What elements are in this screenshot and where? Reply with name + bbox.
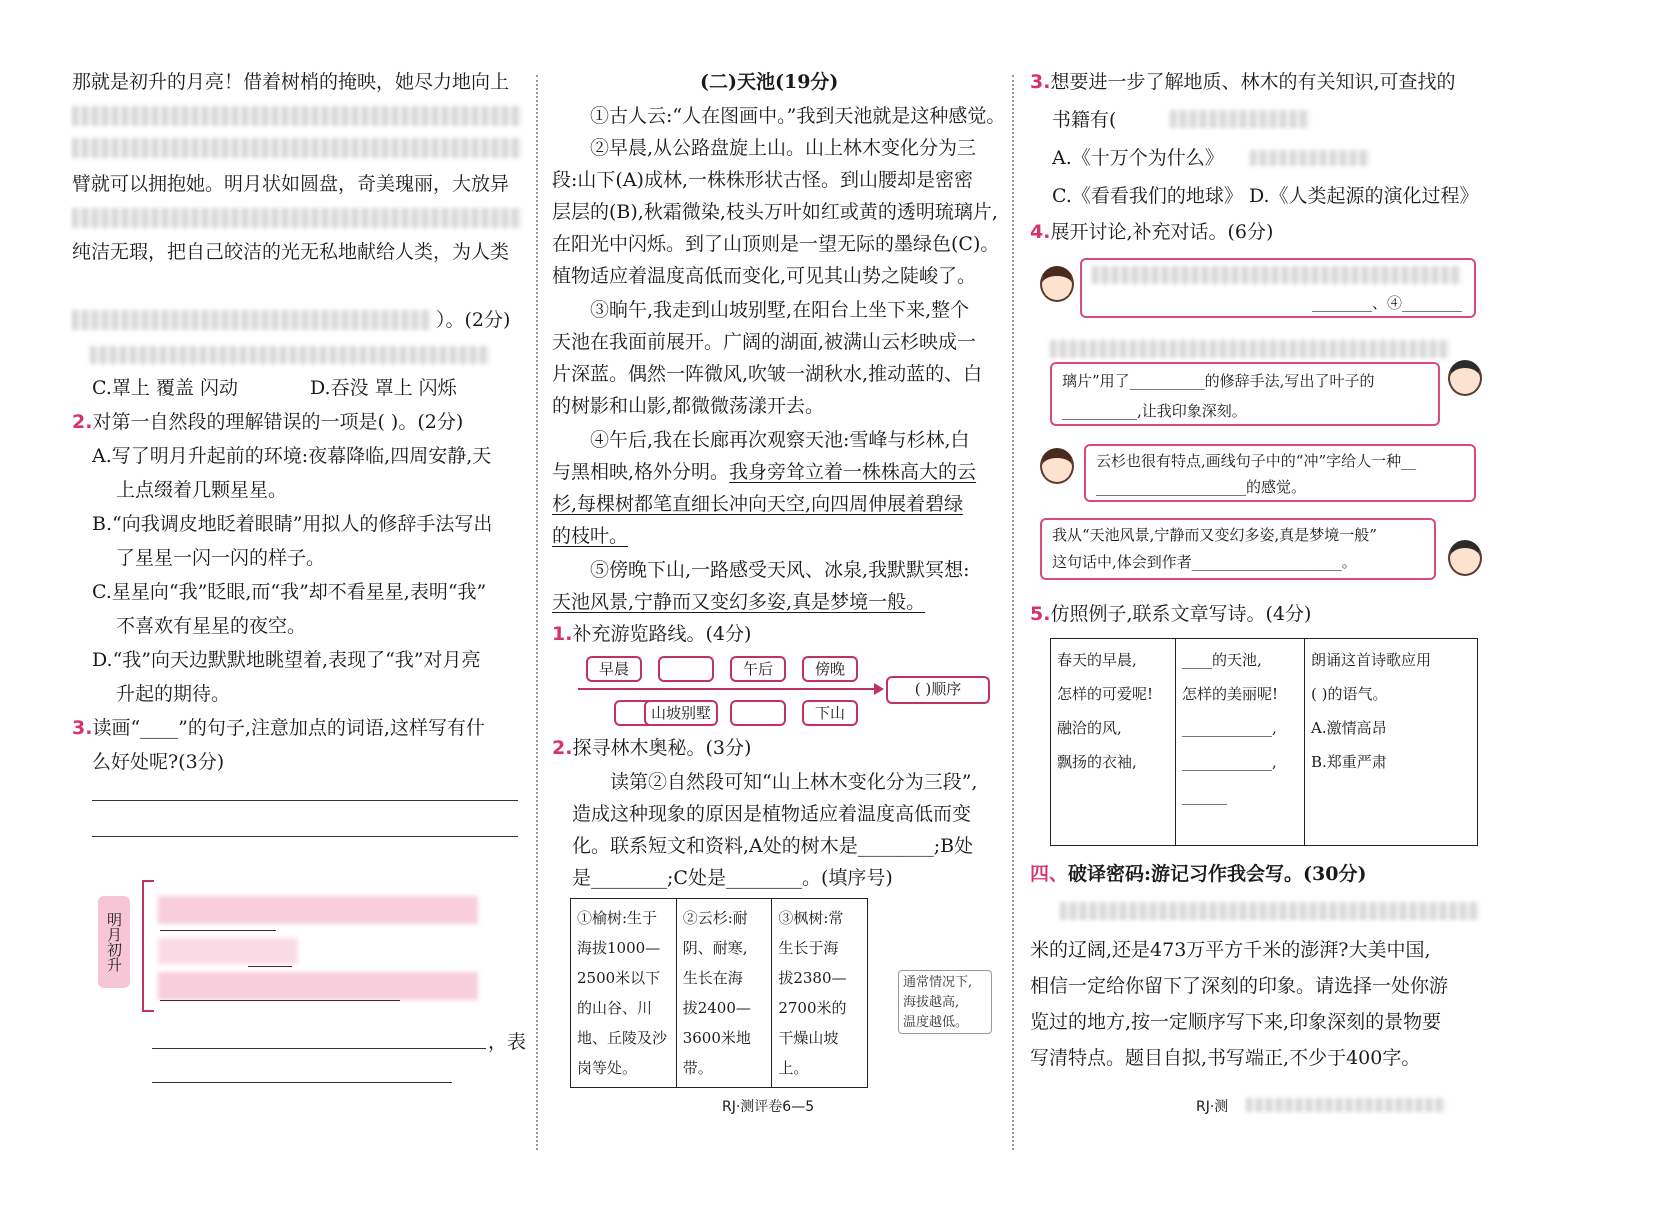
question-number: 4. — [1030, 221, 1051, 243]
blurred-text — [1060, 902, 1480, 920]
paragraph: ③晌午,我走到山坡别墅,在阳台上坐下来,整个 — [590, 299, 970, 321]
poem-example — [1051, 639, 1176, 846]
question-number: 3. — [1030, 71, 1051, 93]
answer-line[interactable] — [160, 930, 276, 931]
underlined-sentence: 我身旁耸立着一株株高大的云 — [729, 461, 977, 483]
chat-bubble-1 — [1080, 258, 1476, 318]
question-3 — [1030, 68, 1456, 96]
plain-text: 与黑相映,格外分明。 — [552, 461, 730, 483]
poem-line: 融洽的风, — [1057, 719, 1122, 737]
poem-blank[interactable] — [1176, 639, 1305, 846]
question-text: 展开讨论,补充对话。(6分) — [1050, 221, 1274, 243]
cell-line: 干燥山坡上。 — [778, 1029, 839, 1077]
route-box-down: 下山 — [802, 700, 858, 726]
cell-line: ②云杉:耐 — [682, 909, 748, 927]
prompt-text: 相信一定给你留下了深刻的印象。请选择一处你游 — [1030, 975, 1449, 997]
cell-line: 阴、耐寒, — [682, 939, 748, 957]
table-cell-elm — [571, 899, 677, 1088]
poem-line: ____________, — [1182, 719, 1277, 737]
route-arrowhead — [874, 683, 884, 695]
prompt-text: 览过的地方,按一定顺序写下来,印象深刻的景物要 — [1030, 1011, 1442, 1033]
poem-line: A.激情高昂 — [1311, 719, 1387, 737]
chat-bubble-4 — [1040, 518, 1436, 580]
note-box — [898, 970, 992, 1034]
poem-line: 怎样的美丽呢! — [1182, 685, 1279, 703]
cell-line: 拔2380— — [778, 969, 847, 987]
chat-text: 我从“天池风景,宁静而又变幻多姿,真是梦境一般” — [1052, 526, 1377, 544]
route-box-blank[interactable] — [658, 656, 714, 682]
route-box-evening: 傍晚 — [802, 656, 858, 682]
poem-line: ______ — [1182, 787, 1227, 805]
cell-line: 生长于海 — [778, 939, 839, 957]
question-number: 5. — [1030, 603, 1051, 625]
underlined-sentence: 天池风景,宁静而又变幻多姿,真是梦境一般。 — [552, 591, 926, 613]
paragraph: 在阳光中闪烁。到了山顶则是一望无际的墨绿色(C)。 — [552, 233, 1000, 255]
blurred-branch — [158, 938, 298, 964]
text-line: 臂就可以拥抱她。明月状如圆盘，奇美瑰丽，大放异 — [72, 173, 510, 195]
route-arrow-line — [578, 688, 878, 690]
answer-line[interactable] — [152, 1082, 452, 1083]
poem-line: 朗诵这首诗歌应用 — [1311, 651, 1432, 669]
question-2 — [72, 408, 463, 436]
paragraph: 的树影和山影,都微微荡漾开去。 — [552, 395, 825, 417]
question-3 — [72, 714, 485, 742]
text-line: 纯洁无瑕，把自己皎洁的光无私地献给人类，为人类 — [72, 241, 510, 263]
cell-line: 的山谷、川 — [577, 999, 653, 1017]
boy-avatar-icon — [1448, 540, 1482, 576]
route-box-afternoon: 午后 — [730, 656, 786, 682]
text-line: 那就是初升的月亮！借着树梢的掩映，她尽力地向上 — [72, 71, 510, 93]
question-number: 3. — [72, 717, 93, 739]
option-a: A.写了明月升起前的环境:夜幕降临,四周安静,天 — [92, 445, 492, 467]
chat-text: 璃片”用了__________的修辞手法,写出了叶子的 — [1062, 372, 1375, 390]
cell-line: ①榆树:生于 — [577, 909, 658, 927]
cell-line: 3600米地带。 — [682, 1029, 751, 1077]
blurred-text — [1170, 110, 1310, 128]
answer-line[interactable] — [248, 966, 292, 967]
cell-line: 岗等处。 — [577, 1059, 638, 1077]
question-3-cont: 么好处呢?(3分) — [92, 751, 225, 773]
underlined-sentence: 杉,每棵树都笔直细长冲向天空,向四周伸展着碧绿 — [552, 493, 964, 515]
paragraph: ②早晨,从公路盘旋上山。山上林木变化分为三 — [590, 137, 977, 159]
prompt-text: 米的辽阔,还是473万平方千米的澎湃?大美中国, — [1030, 939, 1431, 961]
chat-text: __________,让我印象深刻。 — [1062, 402, 1247, 420]
question-text: 仿照例子,联系文章写诗。(4分) — [1050, 603, 1312, 625]
section-title: (二)天池(19分) — [700, 71, 839, 93]
prompt-text: 写清特点。题目自拟,书写端正,不少于400字。 — [1030, 1047, 1421, 1069]
paragraph — [552, 458, 976, 486]
question-text: 对第一自然段的理解错误的一项是( )。(2分) — [92, 411, 464, 433]
blurred-text — [1092, 266, 1462, 284]
option-c: C.星星向“我”眨眼,而“我”却不看星星,表明“我” — [92, 581, 487, 603]
route-order-box[interactable]: ( )顺序 — [886, 676, 990, 704]
paragraph: ①古人云:“人在图画中。”我到天池就是这种感觉。 — [590, 105, 1006, 127]
cell-line: 海拔1000— — [577, 939, 661, 957]
cell-line: ③枫树:常 — [778, 909, 844, 927]
question-4 — [1030, 218, 1273, 246]
blurred-text — [90, 346, 490, 364]
question-text: 读画“____”的句子,注意加点的词语,这样写有什 — [92, 717, 485, 739]
answer-line[interactable] — [92, 800, 518, 801]
note-line: 温度越低。 — [903, 1015, 969, 1030]
blurred-text — [1250, 150, 1370, 166]
question-text: 化。联系短文和资料,A处的树木是________;B处 — [572, 835, 974, 857]
girl-avatar-icon — [1040, 448, 1074, 484]
chat-bubble-2 — [1050, 362, 1440, 426]
option-a: A.《十万个为什么》 — [1052, 147, 1224, 169]
option-d-cont: 升起的期待。 — [116, 683, 231, 705]
question-text: 是________;C处是________。(填序号) — [572, 867, 893, 889]
girl-avatar-icon — [1040, 266, 1074, 302]
blurred-text — [72, 106, 522, 126]
tree-info-table — [570, 898, 868, 1088]
cell-line: 地、丘陵及沙 — [577, 1029, 668, 1047]
page-footer: RJ·测评卷6—5 — [722, 1099, 815, 1115]
option-a-cont: 上点缀着几颗星星。 — [116, 479, 288, 501]
paragraph: 植物适应着温度高低而变化,可见其山势之陡峻了。 — [552, 265, 977, 287]
section-4-title — [1030, 860, 1366, 888]
option-cd: C.《看看我们的地球》 D.《人类起源的演化过程》 — [1052, 185, 1479, 207]
route-box-villa: 山坡别墅 — [644, 700, 718, 726]
poem-table — [1050, 638, 1478, 846]
table-cell-spruce — [676, 899, 772, 1088]
blurred-text — [1246, 1098, 1446, 1112]
cell-line: 2700米的 — [778, 999, 847, 1017]
question-text: 探寻林木奥秘。(3分) — [572, 737, 752, 759]
question-5 — [1030, 600, 1311, 628]
question-text: 想要进一步了解地质、林木的有关知识,可查找的 — [1050, 71, 1456, 93]
route-box-blank[interactable] — [730, 700, 786, 726]
option-d: D.“我”向天边默默地眺望着,表现了“我”对月亮 — [92, 649, 481, 671]
poem-line: ____________, — [1182, 753, 1277, 771]
poem-line: B.郑重严肃 — [1311, 753, 1387, 771]
paragraph: 片深蓝。偶然一阵微风,吹皱一湖秋水,推动蓝的、白 — [552, 363, 983, 385]
boy-avatar-icon — [1448, 360, 1482, 396]
option-b: B.“向我调皮地眨着眼睛”用拟人的修辞手法写出 — [92, 513, 493, 535]
paragraph: ④午后,我在长廊再次观察天池:雪峰与杉林,白 — [590, 429, 970, 451]
option-c: C.罩上 覆盖 闪动 — [92, 377, 238, 399]
answer-line[interactable] — [92, 836, 518, 837]
paragraph: 段:山下(A)成林,一株株形状古怪。到山腰却是密密 — [552, 169, 973, 191]
answer-line[interactable] — [160, 1000, 400, 1001]
blank-score: ）。(2分) — [436, 309, 511, 331]
note-line: 通常情况下, — [903, 975, 973, 990]
paragraph: 天池在我面前展开。广阔的湖面,被满山云杉映成一 — [552, 331, 977, 353]
blurred-branch — [158, 972, 478, 1000]
note-line: 海拔越高, — [903, 995, 960, 1010]
question-text: 补充游览路线。(4分) — [572, 623, 752, 645]
answer-line[interactable] — [152, 1048, 486, 1049]
section-number: 四、 — [1030, 863, 1069, 885]
cell-line: 拔2400— — [682, 999, 751, 1017]
chat-text: ________、④________ — [1311, 294, 1462, 312]
table-cell-maple — [772, 899, 868, 1088]
option-b-cont: 了星星一闪一闪的样子。 — [116, 547, 326, 569]
column-divider-2 — [1012, 75, 1014, 1150]
tail-text: ，表 — [488, 1031, 527, 1053]
question-number: 1. — [552, 623, 573, 645]
cell-line: 2500米以下 — [577, 969, 661, 987]
poem-line: 怎样的可爱呢! — [1057, 685, 1154, 703]
page-footer: RJ·测 — [1196, 1099, 1229, 1115]
blurred-text — [72, 208, 522, 228]
underlined-sentence: 的枝叶。 — [552, 525, 629, 547]
poem-line: ____的天池, — [1182, 651, 1262, 669]
question-number: 2. — [72, 411, 93, 433]
chat-text: 这句话中,体会到作者____________________。 — [1052, 553, 1357, 571]
section-text: 破译密码:游记习作我会写。(30分) — [1068, 863, 1367, 885]
question-text: 造成这种现象的原因是植物适应着温度高低而变 — [572, 803, 972, 825]
question-text: 书籍有( — [1052, 109, 1117, 131]
chat-bubble-3 — [1084, 444, 1476, 502]
paragraph: ⑤傍晚下山,一路感受天风、冰泉,我默默冥想: — [590, 559, 970, 581]
option-c-cont: 不喜欢有星星的夜空。 — [116, 615, 307, 637]
chat-text: ____________________的感觉。 — [1096, 478, 1307, 496]
poem-line: 春天的早晨, — [1057, 651, 1137, 669]
blurred-branch — [158, 896, 478, 924]
paragraph: 层层的(B),秋霜微染,枝头万叶如红或黄的透明琉璃片, — [552, 201, 998, 223]
poem-line: ( )的语气。 — [1311, 685, 1388, 703]
question-2 — [552, 734, 751, 762]
cell-line: 生长在海 — [682, 969, 743, 987]
bracket — [142, 880, 154, 1012]
blurred-text — [72, 310, 432, 330]
option-d: D.吞没 罩上 闪烁 — [310, 377, 457, 399]
poem-question — [1305, 639, 1478, 846]
side-label: 明月初升 — [98, 896, 130, 988]
chat-text: 云杉也很有特点,画线句子中的“冲”字给人一种__ — [1096, 452, 1417, 470]
poem-line: 飘扬的衣袖, — [1057, 753, 1137, 771]
question-1 — [552, 620, 751, 648]
blurred-text — [72, 138, 522, 158]
question-number: 2. — [552, 737, 573, 759]
blurred-text — [1050, 340, 1450, 358]
question-text: 读第②自然段可知“山上林木变化分为三段”, — [610, 771, 978, 793]
route-box-early: 早晨 — [586, 656, 642, 682]
column-divider-1 — [536, 75, 538, 1150]
